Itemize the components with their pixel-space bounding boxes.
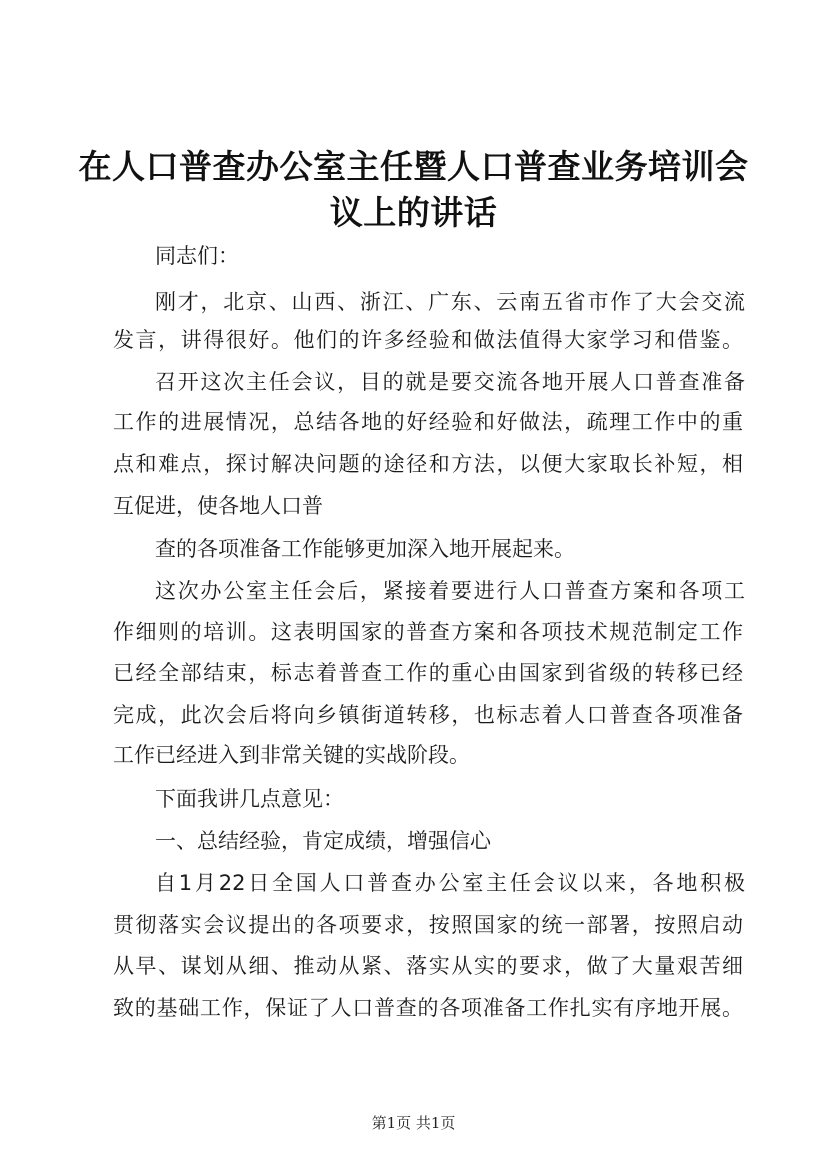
section-heading: 一、总结经验，肯定成绩，增强信心 — [155, 829, 491, 853]
paragraph-line: 召开这次主任会议，目的就是要交流各地开展人口普查准备 — [155, 370, 745, 394]
paragraph-line: 点和难点，探讨解决问题的途径和方法，以便大家取长补短，相 — [113, 452, 743, 476]
paragraph-line: 自1月22日全国人口普查办公室主任会议以来，各地积极 — [155, 871, 745, 895]
page-footer: 第1页 共1页 — [371, 1114, 456, 1132]
document-title-line-1: 在人口普查办公室主任暨人口普查业务培训会 — [78, 147, 749, 186]
paragraph-line: 工作已经进入到非常关键的实战阶段。 — [113, 743, 470, 767]
paragraph-line: 工作的进展情况，总结各地的好经验和好做法，疏理工作中的重 — [113, 410, 743, 434]
paragraph-line: 致的基础工作，保证了人口普查的各项准备工作扎实有序地开展。 — [113, 996, 743, 1020]
document-title-line-2: 议上的讲话 — [329, 193, 498, 232]
paragraph-line: 从早、谋划从细、推动从紧、落实从实的要求，做了大量艰苦细 — [113, 954, 743, 978]
paragraph-line: 刚才，北京、山西、浙江、广东、云南五省市作了大会交流 — [155, 290, 745, 314]
paragraph-line: 已经全部结束，标志着普查工作的重心由国家到省级的转移已经 — [113, 661, 743, 685]
paragraph-line: 查的各项准备工作能够更加深入地开展起来。 — [155, 537, 575, 561]
salutation: 同志们： — [155, 244, 239, 268]
paragraph-line: 贯彻落实会议提出的各项要求，按照国家的统一部署，按照启动 — [113, 913, 743, 937]
paragraph-line: 互促进，使各地人口普 — [113, 494, 323, 518]
paragraph-line: 作细则的培训。这表明国家的普查方案和各项技术规范制定工作 — [113, 620, 743, 644]
paragraph-line: 这次办公室主任会后，紧接着要进行人口普查方案和各项工 — [155, 579, 745, 603]
paragraph-line: 发言，讲得很好。他们的许多经验和做法值得大家学习和借鉴。 — [113, 328, 743, 352]
paragraph-line: 下面我讲几点意见： — [155, 787, 344, 811]
paragraph-line: 完成，此次会后将向乡镇街道转移，也标志着人口普查各项准备 — [113, 703, 743, 727]
